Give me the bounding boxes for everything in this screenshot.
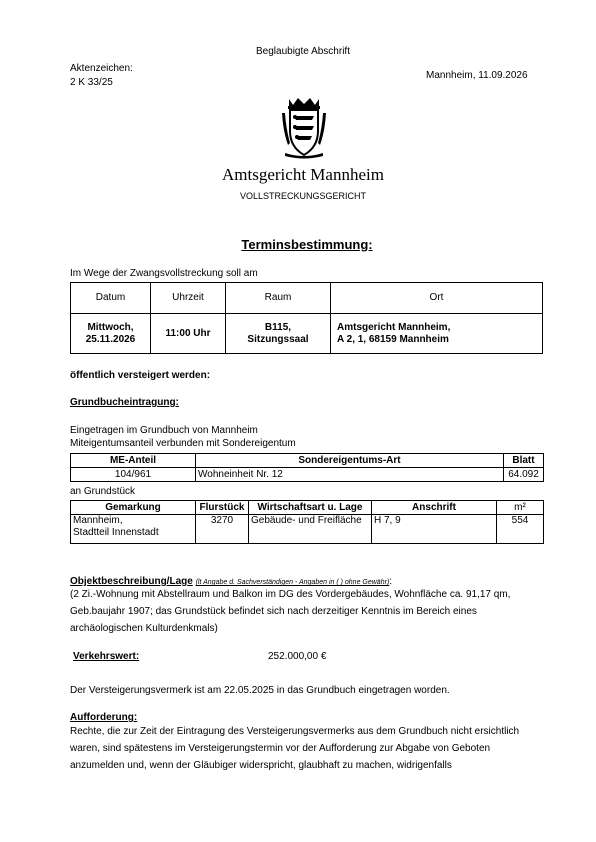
appointment-room-line1: B115, [264, 321, 292, 333]
land-register-line1: Eingetragen im Grundbuch von Mannheim [70, 425, 258, 436]
plot-header-flurstueck: Flurstück [196, 501, 249, 515]
appointment-date [71, 314, 151, 354]
plot-gemarkung-line1: Mannheim, [73, 515, 123, 526]
plot-label: an Grundstück [70, 486, 136, 497]
object-heading: Objektbeschreibung/Lage [70, 576, 193, 587]
page-title: Terminsbestimmung: [241, 237, 373, 252]
land-register-heading: Grundbucheintragung: [70, 397, 179, 408]
appointment-header-time: Uhrzeit [151, 283, 226, 314]
file-number: 2 K 33/25 [70, 77, 113, 88]
plot-header-address: Anschrift [372, 501, 497, 515]
plot-table [70, 500, 544, 544]
demand-text: Rechte, die zur Zeit der Eintragung des Versteigerungsvermerks aus dem Grundbuch nicht ersichtlich waren, sind spätestens im Versteigerungstermin vor der Aufforderung zur Abgabe von Geboten anzumelden und, wenn der Gläubiger widerspricht, glaubhaft zu machen, widrigenfalls [70, 726, 520, 771]
registration-note: Der Versteigerungsvermerk ist am 22.05.2025 in das Grundbuch eingetragen worden. [70, 685, 450, 696]
market-value-amount: 252.000,00 € [268, 651, 327, 662]
plot-header-gemarkung: Gemarkung [71, 501, 196, 515]
appointment-room [226, 314, 331, 354]
plot-flurstueck: 3270 [196, 515, 249, 544]
plot-address: H 7, 9 [372, 515, 497, 544]
plot-wirtschaftsart: Gebäude- und Freifläche [249, 515, 372, 544]
me-type: Wohneinheit Nr. 12 [196, 468, 504, 482]
appointment-time: 11:00 Uhr [151, 314, 226, 354]
auction-note: öffentlich versteigert werden: [70, 370, 211, 381]
object-heading-colon: : [389, 576, 393, 587]
file-number-label: Aktenzeichen: [70, 63, 133, 74]
me-share: 104/961 [71, 468, 196, 482]
appointment-date-line2: 25.11.2026 [85, 333, 136, 345]
plot-gemarkung-line2: Stadtteil Innenstadt [73, 527, 159, 538]
place-date: Mannheim, 11.09.2026 [426, 70, 528, 81]
object-source-note: (lt Angabe d. Sachverständigen - Angaben in ( ) ohne Gewähr) [195, 579, 390, 586]
appointment-place [331, 314, 543, 354]
plot-gemarkung [71, 515, 196, 544]
court-name: Amtsgericht Mannheim [222, 165, 384, 184]
appointment-header-room: Raum [226, 283, 331, 314]
me-sheet: 64.092 [504, 468, 544, 482]
appointment-header-date: Datum [71, 283, 151, 314]
intro-text: Im Wege der Zwangsvollstreckung soll am [70, 268, 258, 279]
co-ownership-table [70, 453, 544, 482]
coat-of-arms-icon [281, 97, 327, 159]
me-header-sheet: Blatt [504, 454, 544, 468]
market-value-label: Verkehrswert: [73, 651, 140, 662]
court-department: VOLLSTRECKUNGSGERICHT [239, 191, 367, 201]
appointment-header-place: Ort [331, 283, 543, 314]
me-header-type: Sondereigentums-Art [196, 454, 504, 468]
land-register-line2: Miteigentumsanteil verbunden mit Sondereigentum [70, 438, 296, 449]
plot-header-area: m² [497, 501, 544, 515]
appointment-place-line1: Amtsgericht Mannheim, [337, 321, 451, 333]
me-header-share: ME-Anteil [71, 454, 196, 468]
plot-header-wirtschaftsart: Wirtschaftsart u. Lage [249, 501, 372, 515]
appointment-table [70, 282, 543, 354]
copy-note: Beglaubigte Abschrift [256, 46, 350, 57]
appointment-room-line2: Sitzungssaal [247, 333, 309, 345]
object-description: (2 Zi.-Wohnung mit Abstellraum und Balkon im DG des Vordergebäudes, Wohnfläche ca. 91,17 qm, Geb.baujahr 1907; das Grundstück befindet sich nach derzeitiger Kenntnis im Bereich eines archäologischen Kulturdenkmals) [70, 589, 511, 634]
plot-area: 554 [497, 515, 544, 544]
demand-heading: Aufforderung: [70, 712, 138, 723]
appointment-date-line1: Mittwoch, [87, 321, 134, 333]
appointment-place-line2: A 2, 1, 68159 Mannheim [337, 333, 449, 345]
